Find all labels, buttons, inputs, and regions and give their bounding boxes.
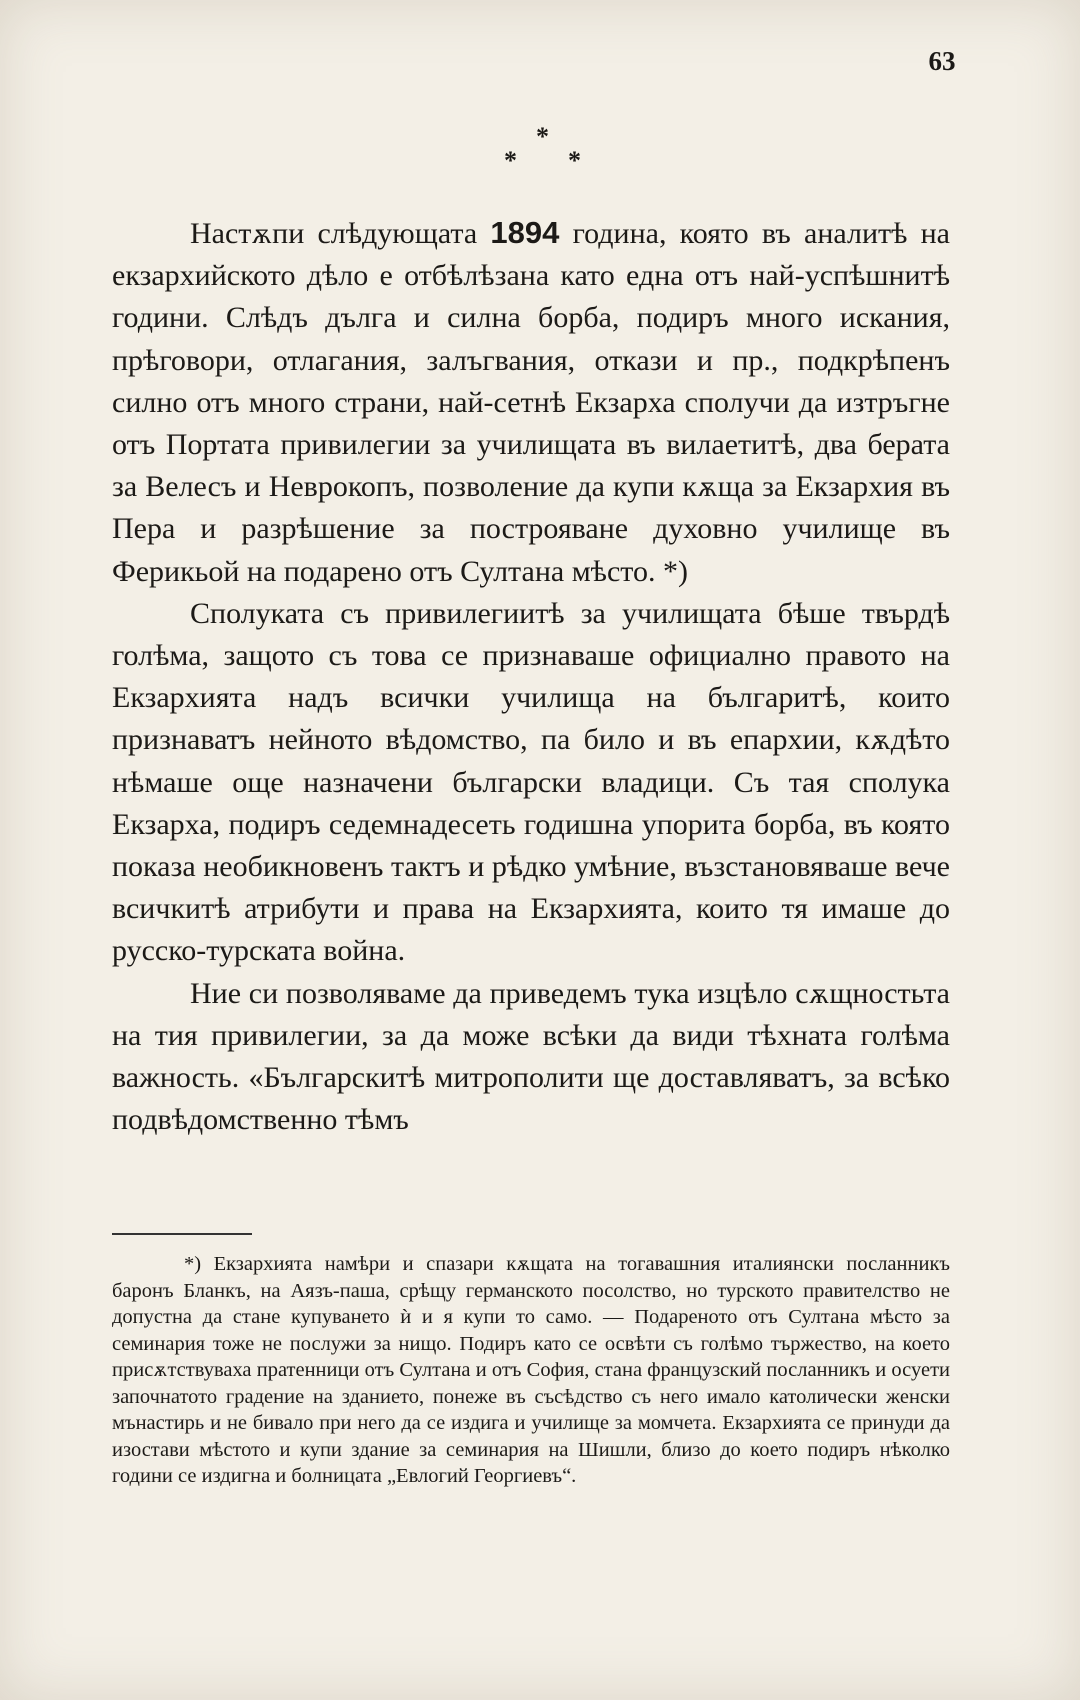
page-number: 63 (928, 46, 956, 76)
section-separator (480, 124, 600, 180)
year-1894: 1894 (490, 215, 560, 250)
paragraph-1 (112, 212, 950, 593)
body-text (112, 212, 950, 1141)
footnote-divider (112, 1233, 252, 1235)
footnote (112, 1251, 950, 1490)
paragraph-1-start: Настѫпи слѣдующата (190, 217, 491, 250)
footnote-text: *) Екзархията намѣри и спазари кѫщата на тогавашния италиянски посланникъ баронъ Бланкъ, на Аязъ-паша, срѣщу германското посолство, но турското правителство не допустна да стане купуването ѝ и я купи то само. — Подареното отъ Султана мѣсто за семинария тоже не послужи за нищо. Подиръ като се освѣти съ голѣмо тържество, на което присѫтствуваха пратенници отъ Султана и отъ София, стана французский посланникъ и осуети започнатото градение на зданието, понеже въ съсѣдство съ него имало католически женски мънастирь и не бивало при него да се издига и училище за момчета. Екзархията се принуди да изостави мѣстото и купи здание за семинария на Шишли, близо до което подиръ нѣколко години се издигна и болницата „Евлогий Георгиевъ“. (112, 1253, 950, 1487)
separator-star-right: * (568, 146, 581, 175)
separator-star-top: * (536, 122, 549, 151)
paragraph-1-rest: година, която въ аналитѣ на екзархийското дѣло е отбѣлѣзана като една отъ най-успѣшнитѣ години. Слѣдъ дълга и силна борба, подиръ много искания, прѣговори, отлагания, залъгвания, откази и пр., подкрѣпенъ силно отъ много страни, най-сетнѣ Екзарха сполучи да изтръгне отъ Портата привилегии за училищата въ вилаетитѣ, два берата за Велесъ и Неврокопъ, позволение да купи кѫща за Екзархия въ Пера и разрѣшение за построяване духовно училище въ Ферикьой на подарено отъ Султана мѣсто. *) (112, 217, 950, 588)
paragraph-2: Сполуката съ привилегиитѣ за училищата бѣше твърдѣ голѣма, защото съ това се признаваше официално правото на Екзархията надъ всички училища на българитѣ, които признаватъ нейното вѣдомство, па било и въ епархии, кѫдѣто нѣмаше още назначени български владици. Съ тая сполука Екзарха, подиръ седемнадесеть годишна упорита борба, въ която показа необикновенъ тактъ и рѣдко умѣние, възстановяваше вече всичкитѣ атрибути и права на Екзархията, които тя имаше до русско-турската война. (112, 596, 950, 968)
paragraph-3: Ние си позволяваме да приведемъ тука изцѣло сѫщностьта на тия привилегии, за да може всѣки да види тѣхната голѣма важность. «Българскитѣ митрополити ще доставляватъ, за всѣко подвѣдомственно тѣмъ (112, 976, 950, 1137)
separator-star-left: * (504, 146, 517, 175)
